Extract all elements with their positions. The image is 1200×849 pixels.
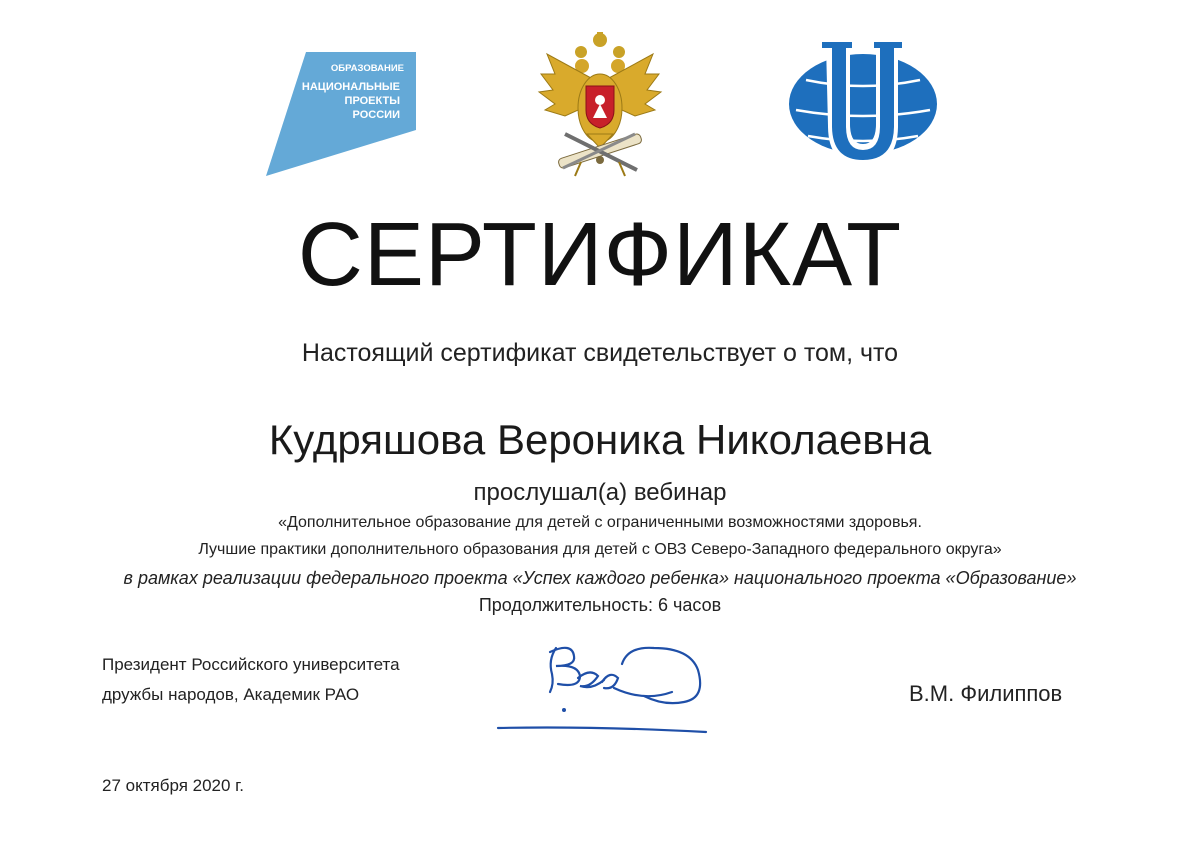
certificate-title: СЕРТИФИКАТ <box>297 205 903 305</box>
webinar-topic-line1: «Дополнительное образование для детей с ограниченными возможностями здоровья. <box>278 514 922 531</box>
signer-name: В.М. Филиппов <box>909 681 1063 706</box>
certificate-date: 27 октября 2020 г. <box>102 776 245 795</box>
np-logo-line1: ОБРАЗОВАНИЕ <box>330 63 404 74</box>
recipient-name: Кудряшова Вероника Николаевна <box>268 416 932 463</box>
duration: Продолжительность: 6 часов <box>478 595 722 615</box>
np-logo-line4: РОССИИ <box>352 109 400 121</box>
np-logo-line3: ПРОЕКТЫ <box>344 95 400 107</box>
national-projects-logo <box>266 52 416 176</box>
project-line: в рамках реализации федерального проекта «Успех каждого ребенка» национального проекта «Образование» <box>123 568 1077 588</box>
certificate-action: прослушал(а) вебинар <box>473 479 727 506</box>
np-logo-line2: НАЦИОНАЛЬНЫЕ <box>301 81 400 93</box>
handwritten-signature <box>494 640 714 740</box>
signer-position-line1: Президент Российского университета <box>102 655 400 674</box>
webinar-topic-line2: Лучшие практики дополнительного образования для детей с ОВЗ Северо-Западного федерального округа» <box>198 541 1002 558</box>
signer-position-line2: дружбы народов, Академик РАО <box>102 685 360 704</box>
globe-u-logo-icon <box>786 40 940 170</box>
certificate-intro: Настоящий сертификат свидетельствует о том, что <box>301 339 899 367</box>
double-headed-eagle-emblem-icon <box>525 30 675 180</box>
